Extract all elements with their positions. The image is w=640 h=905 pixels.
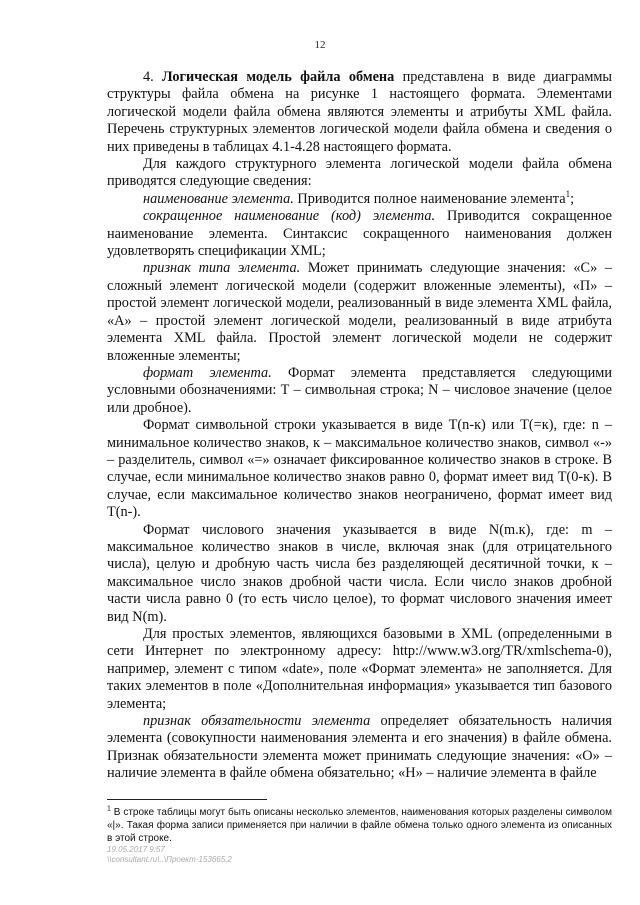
- paragraph-mandatory-flag: [107, 713, 612, 783]
- page-number: 12: [314, 39, 326, 51]
- term: признак типа элемента.: [143, 260, 301, 277]
- paragraph-base-types: Для простых элементов, являющихся базовыми в XML (определенными в сети Интернет по электронному адресу: http://www.w3.org/TR/xmlschema-0), например, элемент с типом «date», поле «Формат элемента» не заполняется. Для таких элементов в поле «Дополнительная информация» указывается тип базового элемента;: [107, 626, 612, 712]
- paragraph-logical-model: [107, 69, 612, 156]
- stamp-date: 19.05.2017 9:57: [107, 845, 165, 854]
- footnote-mark: 1: [107, 805, 111, 813]
- print-stamp: [107, 845, 232, 865]
- section-number: 4.: [143, 69, 163, 85]
- paragraph-string-format: Формат символьной строки указывается в виде Т(n-к) или Т(=к), где: n – минимальное количество знаков, к – максимальное количество знаков, символ «-» – разделитель, символ «=» означает фиксированное количество знаков в строке. В случае, если минимальное количество знаков равно 0, формат имеет вид Т(0-к). В случае, если максимальное количество знаков неограничено, формат имеет вид Т(n-).: [107, 417, 612, 521]
- footnote-text: В строке таблицы могут быть описаны несколько элементов, наименования которых разделены символом «|». Такая форма записи применяется при наличии в файле обмена только одного элемента из описанных в этой строке.: [107, 807, 612, 844]
- paragraph-number-format: Формат числового значения указывается в виде N(m.к), где: m – максимальное количество знаков в числе, включая знак (для отрицательного числа), целую и дробную часть числа без разделяющей десятичной точки, к – максимальное число знаков дробной части числа. Если число знаков дробной части числа равно 0 (то есть число целое), то формат числового значения имеет вид N(m).: [107, 521, 612, 625]
- paragraph-text: Формат элемента представляется следующими условными обозначениями: Т – символьная строка; N – числовое значение (целое или дробное).: [107, 364, 613, 416]
- paragraph-text: определяет обязательность наличия элемента (совокупности наименования элемента и его значения) в файле обмена. Признак обязательности элемента может принимать следующие значения: «О» – наличие элемента в файле обмена обязательно; «Н» – наличие элемента в файле: [107, 713, 612, 782]
- footnote-reference: 1: [565, 189, 571, 200]
- term: признак обязательности элемента: [143, 713, 371, 730]
- paragraph-intro: Для каждого структурного элемента логической модели файла обмена приводятся следующие сведения:: [107, 156, 612, 190]
- paragraph-text: ;: [570, 190, 575, 207]
- paragraph-element-name: [107, 191, 612, 208]
- paragraph-element-type: [107, 260, 612, 364]
- body-text: [107, 69, 612, 783]
- term: сокращенное наименование (код) элемента.: [143, 208, 436, 225]
- paragraph-element-code: [107, 208, 612, 260]
- footnote-divider: [107, 799, 267, 800]
- section-heading: Логическая модель файла обмена: [162, 69, 395, 85]
- term: формат элемента.: [143, 364, 272, 381]
- paragraph-element-format: [107, 365, 612, 417]
- paragraph-text: представлена в виде диаграммы структуры файла обмена на рисунке 1 настоящего формата. Элементами логической модели файла обмена являются элементы и атрибуты XML файла. Перечень структурных элементов логической модели файла обмена и сведения о них приведены в таблицах 4.1-4.28 настоящего формата.: [107, 69, 613, 155]
- paragraph-text: Может принимать следующие значения: «С» – сложный элемент логической модели (содержит вложенные элементы), «П» – простой элемент логической модели, реализованный в виде элемента XML файла, «А» – простой элемент логической модели, реализованный в виде атрибута элемента XML файла. Простой элемент логической модели не содержит вложенные элементы;: [107, 260, 612, 364]
- term: наименование элемента.: [143, 190, 294, 207]
- paragraph-text: Приводится полное наименование элемента: [293, 190, 566, 207]
- paragraph-text: Приводится сокращенное наименование элемента. Синтаксис сокращенного наименования должен удовлетворять спецификации XML;: [107, 208, 612, 260]
- stamp-path: \\consultant.ru\..\Проект-153665.2: [107, 855, 232, 864]
- footnote: [107, 806, 612, 845]
